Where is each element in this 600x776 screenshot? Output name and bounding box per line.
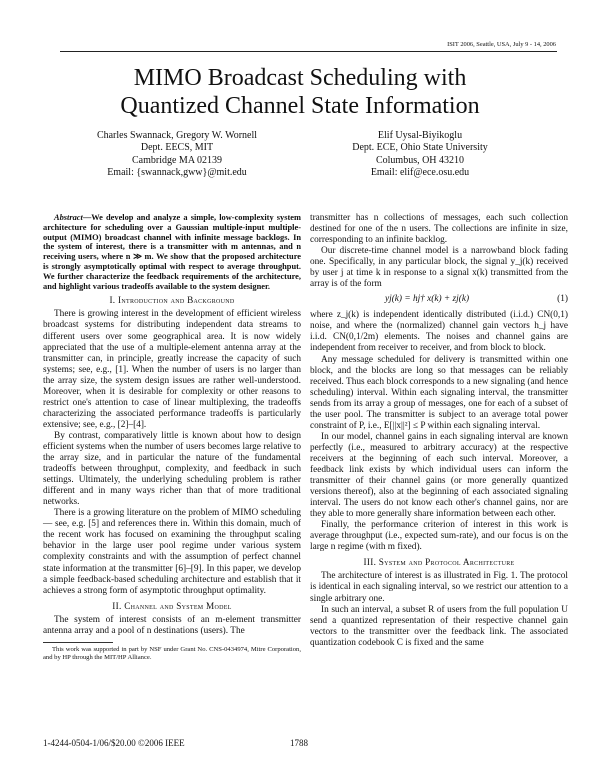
section-heading-1: I. Introduction and Background — [109, 295, 235, 306]
footer-isbn: 1-4244-0504-1/06/$20.00 ©2006 IEEE — [43, 738, 185, 748]
author-block-2 — [290, 130, 550, 180]
author-dept: Dept. EECS, MIT — [140, 142, 214, 154]
header-rule — [60, 51, 557, 52]
model-paragraph-1: The system of interest consists of an m-element transmitter antenna array and a pool of n destinations (users). The — [43, 614, 301, 636]
author-dept: Dept. ECE, Ohio State University — [352, 142, 488, 154]
paper-title — [0, 64, 600, 120]
equation-expression: yj(k) = hj† x(k) + zj(k) — [385, 294, 470, 305]
conference-info: ISIT 2006, Seattle, USA, July 9 - 14, 2006 — [447, 41, 556, 48]
author-names: Elif Uysal-Biyikoglu — [377, 130, 463, 141]
abstract — [43, 213, 301, 291]
right-column — [310, 213, 568, 649]
intro-paragraph-3: There is a growing literature on the problem of MIMO scheduling — see, e.g. [5] and references there in. Within this domain, much of the recent work has focused on examining the throughput scaling behavior in the large user pool regime under various system complexity constraints and with the assumption of perfect channel state information at the transmitter [6]–[9]. In this paper, we develop a simple feedback-based scheduling architecture and establish that it achieves a strong form of asymptotic throughput optimality. — [43, 508, 301, 596]
equation-number: (1) — [557, 294, 568, 305]
model-paragraph-2: transmitter has n collections of messages, each such collection destined for one of the n users. The collections are infinite in size, corresponding to an infinite backlog. — [310, 213, 568, 246]
abstract-text: —We develop and analyze a simple, low-complexity system architecture for scheduling over a Gaussian multiple-input multiple-output (MIMO) broadcast channel with infinite message backlogs. In the system of interest, there is a transmitter with m antennas, and n receiving users, where n ≫ m. We show that the proposed architecture is strongly asymptotically optimal with respect to average throughput. We further characterize the feedback requirements of the architecture, and highlight various tradeoffs available to the system designer. — [43, 213, 301, 291]
model-paragraph-5: Any message scheduled for delivery is transmitted within one block, and the blocks are long so that messages can be reliably received. Thus each block corresponds to a new signaling (and hence scheduling) interval. Within each signaling interval, the transmitter sends from its array a group of messages, one for each of a subset of the user pool. The transmitter is subject to an average total power constraint of P, i.e., E[||x||²] ≤ P within each signaling interval. — [310, 354, 568, 431]
author-email: Email: elif@ece.osu.edu — [370, 167, 470, 179]
model-paragraph-3: Our discrete-time channel model is a narrowband block fading one. Specifically, in any particular block, the signal y_j(k) received by user j at time k in response to a signal x(k) transmitted from the array is of the form — [310, 246, 568, 290]
author-place: Columbus, OH 43210 — [375, 154, 465, 166]
author-email: Email: {swannack,gww}@mit.edu — [107, 167, 247, 179]
equation-1 — [310, 292, 568, 308]
intro-paragraph-2: By contrast, comparatively little is known about how to design efficient systems when the number of users becomes large relative to the array size, and in particular the nature of the fundamental tradeoffs between throughput, complexity, and feedback in such settings. Ultimately, the underlying scheduling problem is rather different and in many ways richer than that of more traditional networks. — [43, 430, 301, 508]
model-paragraph-7: Finally, the performance criterion of interest in this work is average throughput (i.e., expected sum-rate), and our focus is on the large n regime (with m fixed). — [310, 520, 568, 553]
section-heading-3: III. System and Protocol Architecture — [363, 557, 515, 568]
title-line-1: MIMO Broadcast Scheduling with — [133, 65, 467, 91]
section-heading-2: II. Channel and System Model — [112, 600, 232, 611]
title-line-2: Quantized Channel State Information — [120, 93, 480, 119]
author-place: Cambridge MA 02139 — [132, 154, 222, 166]
intro-paragraph-1: There is growing interest in the development of efficient wireless broadcast systems for distributing independent data streams to different users over some geographical area. It is now widely appreciated that the use of a multiple-element antenna array at the transmitter can, in principle, greatly increase the capacity of such systems; see, e.g., [1]. When the number of users is no larger than the array size, the system design issues are rather well-understood. Moreover, when it is desirable for complexity or other reasons to restrict one's attention to case of linear multiplexing, the tradeoffs characterizing the associated performance tradeoffs is particularly extensive; see, e.g., [2]–[4]. — [43, 309, 301, 430]
left-column — [43, 213, 301, 662]
abstract-lead: Abstract — [54, 213, 83, 222]
architecture-paragraph-1: The architecture of interest is as illustrated in Fig. 1. The protocol is identical in each signaling interval, so we restrict our attention to a single arbitrary one. — [310, 571, 568, 604]
funding-footnote: This work was supported in part by NSF under Grant No. CNS-0434974, Mitre Corporation, and by HP through the MIT/HP Alliance. — [43, 645, 301, 661]
architecture-paragraph-2: In such an interval, a subset R of users from the full population U send a quantized representation of their respective channel gain vectors to the transmitter over the feedback link. The associated quantization codebook C is fixed and the same — [310, 604, 568, 648]
author-block-1 — [47, 130, 307, 180]
model-paragraph-6: In our model, channel gains in each signaling interval are known perfectly (i.e., measured to arbitrary accuracy) at the respective receivers at the beginning of each such interval. Moreover, a feedback link exists by which individual users can inform the transmitter of their channel gains (or more generally quantized versions thereof), also at the beginning of each associated signaling interval. The users do not know each other's channel gains, nor are they able to more generally share information between each other. — [310, 431, 568, 520]
page-number: 1788 — [290, 738, 308, 748]
author-names: Charles Swannack, Gregory W. Wornell — [96, 130, 258, 141]
footnote-rule — [43, 642, 113, 643]
model-paragraph-4: where z_j(k) is independent identically distributed (i.i.d.) CN(0,1) noise, and where the (normalized) channel gain vectors h_j have i.i.d. CN(0,1/2m) elements. The noises and channel gains are independent from receiver to receiver, and from block to block. — [310, 310, 568, 354]
